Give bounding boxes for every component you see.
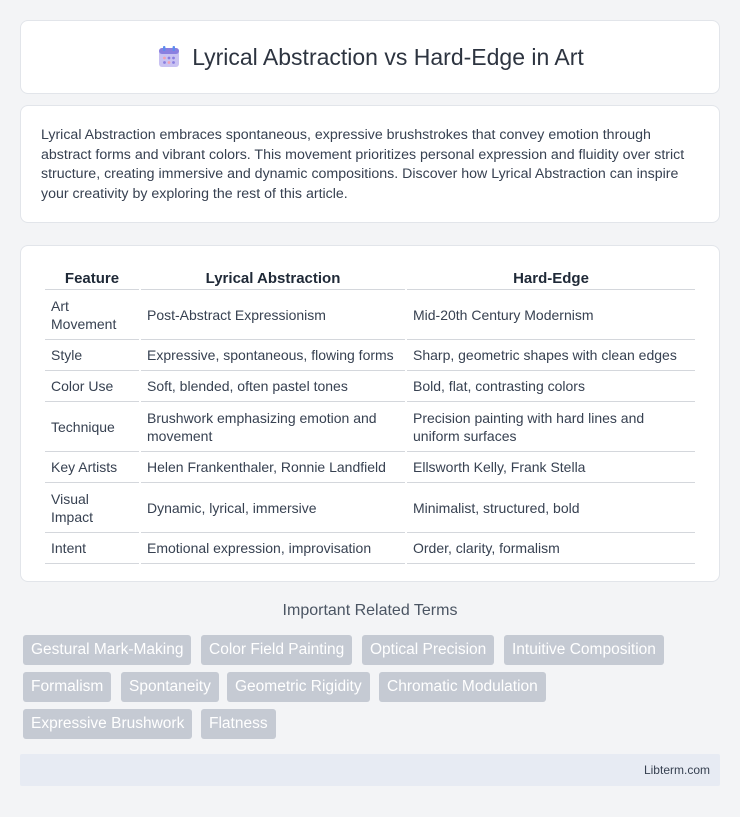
title-card [20, 20, 720, 94]
comparison-table-card [20, 245, 720, 582]
column-header: Feature [45, 266, 139, 290]
table-cell: Helen Frankenthaler, Ronnie Landfield [141, 452, 405, 483]
table-cell: Visual Impact [45, 483, 139, 533]
calendar-icon [156, 44, 182, 70]
table-cell: Key Artists [45, 452, 139, 483]
tag-gestural-mark-making[interactable]: Gestural Mark-Making [23, 635, 191, 665]
tag-intuitive-composition[interactable]: Intuitive Composition [504, 635, 664, 665]
footer [20, 754, 720, 786]
table-cell: Expressive, spontaneous, flowing forms [141, 340, 405, 371]
tag-spontaneity[interactable]: Spontaneity [121, 672, 219, 702]
table-row [45, 452, 695, 483]
table-cell: Order, clarity, formalism [407, 533, 695, 564]
tag-color-field-painting[interactable]: Color Field Painting [201, 635, 352, 665]
table-cell: Dynamic, lyrical, immersive [141, 483, 405, 533]
related-terms-title: Important Related Terms [282, 602, 458, 619]
table-cell: Emotional expression, improvisation [141, 533, 405, 564]
table-cell: Sharp, geometric shapes with clean edges [407, 340, 695, 371]
column-header: Lyrical Abstraction [141, 266, 405, 290]
comparison-table [43, 266, 697, 564]
table-row [45, 483, 695, 533]
table-cell: Ellsworth Kelly, Frank Stella [407, 452, 695, 483]
table-cell: Bold, flat, contrasting colors [407, 371, 695, 402]
page-title: Lyrical Abstraction vs Hard-Edge in Art [192, 43, 584, 70]
table-cell: Precision painting with hard lines and uniform surfaces [407, 402, 695, 452]
tag-expressive-brushwork[interactable]: Expressive Brushwork [23, 709, 192, 739]
table-cell: Minimalist, structured, bold [407, 483, 695, 533]
intro-text: Lyrical Abstraction embraces spontaneous, expressive brushstrokes that convey emotion through abstract forms and vibrant colors. This movement prioritizes personal expression and fluidity over strict structure, creating immersive and dynamic compositions. Discover how Lyrical Abstraction can inspire your creativity by exploring the rest of this article. [41, 127, 685, 202]
table-cell: Color Use [45, 371, 139, 402]
table-row [45, 402, 695, 452]
table-row [45, 371, 695, 402]
table-cell: Post-Abstract Expressionism [141, 290, 405, 340]
table-cell: Art Movement [45, 290, 139, 340]
tag-formalism[interactable]: Formalism [23, 672, 111, 702]
table-row [45, 533, 695, 564]
table-cell: Brushwork emphasizing emotion and movement [141, 402, 405, 452]
table-cell: Soft, blended, often pastel tones [141, 371, 405, 402]
table-cell: Technique [45, 402, 139, 452]
tag-chromatic-modulation[interactable]: Chromatic Modulation [379, 672, 546, 702]
table-row [45, 290, 695, 340]
tag-geometric-rigidity[interactable]: Geometric Rigidity [227, 672, 370, 702]
table-cell: Mid-20th Century Modernism [407, 290, 695, 340]
footer-site-link[interactable]: Libterm.com [643, 763, 710, 777]
tag-optical-precision[interactable]: Optical Precision [362, 635, 494, 665]
column-header: Hard-Edge [407, 266, 695, 290]
table-header-row [45, 266, 695, 290]
intro-card [20, 105, 720, 223]
table-cell: Intent [45, 533, 139, 564]
tag-flatness[interactable]: Flatness [201, 709, 276, 739]
table-cell: Style [45, 340, 139, 371]
table-row [45, 340, 695, 371]
